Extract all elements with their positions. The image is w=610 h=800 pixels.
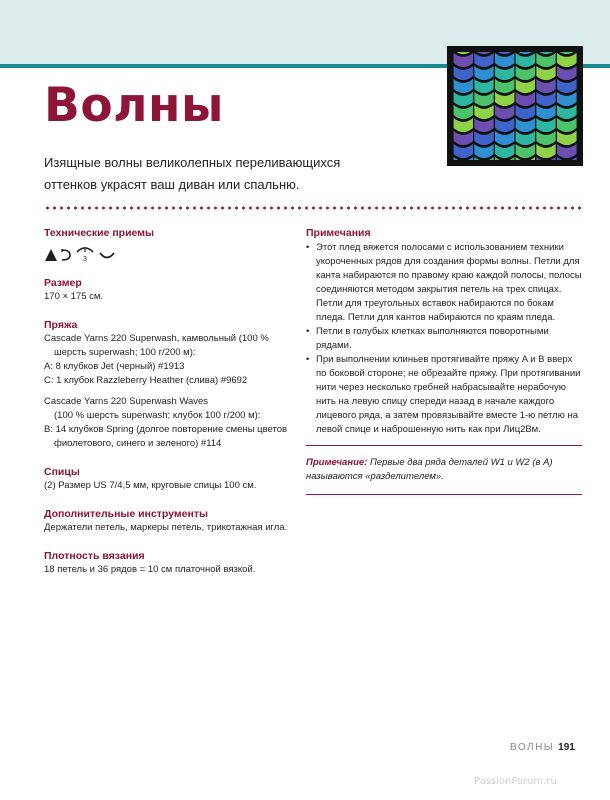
triangle-icon bbox=[44, 248, 58, 262]
yarn-block1-a: A: 8 клубков Jet (черный) #1913 bbox=[44, 361, 185, 372]
yarn-section bbox=[44, 318, 294, 451]
dotted-divider bbox=[44, 206, 582, 210]
size-heading: Размер bbox=[44, 277, 82, 289]
yarn-over-3-icon bbox=[74, 244, 96, 262]
wave-pattern-image bbox=[453, 52, 577, 160]
yarn-over-number: 3 bbox=[83, 256, 87, 262]
tools-heading: Дополнительные инструменты bbox=[44, 508, 208, 520]
gauge-heading: Плотность вязания bbox=[44, 550, 145, 562]
techniques-section bbox=[44, 226, 294, 262]
yarn-block1-c: C: 1 клубок Razzleberry Heather (слива) #9692 bbox=[44, 375, 248, 386]
footer-section-name: ВОЛНЫ bbox=[510, 742, 555, 753]
note-label: Примечание: bbox=[306, 457, 368, 468]
page-number: 191 bbox=[558, 742, 575, 753]
gauge-section bbox=[44, 549, 294, 577]
right-column bbox=[306, 226, 582, 495]
size-value: 170 × 175 см. bbox=[44, 291, 104, 302]
needles-value: (2) Размер US 7/4,5 мм, круговые спицы 100 см. bbox=[44, 480, 257, 491]
tools-section bbox=[44, 507, 294, 535]
short-row-turn-icon bbox=[60, 248, 72, 262]
yarn-block2-sub: (100 % шерсть superwash; клубок 100 г/200 м): bbox=[54, 410, 261, 421]
page-title: Волны bbox=[44, 78, 225, 133]
watermark: PassionForum.ru bbox=[474, 776, 557, 787]
yarn-block2-b: B: 14 клубков Spring (долгое повторение смены цветов фиолетового, синего и зеленого) #114 bbox=[44, 424, 288, 449]
curve-icon bbox=[98, 250, 116, 262]
techniques-icons bbox=[44, 242, 294, 262]
yarn-block1-title: Cascade Yarns 220 Superwash, камвольный (100 % шерсть superwash; 100 г/200 м): bbox=[44, 333, 269, 358]
yarn-block2-title: Cascade Yarns 220 Superwash Waves bbox=[44, 396, 209, 407]
notes-list bbox=[306, 241, 582, 437]
blanket-thumbnail bbox=[447, 46, 583, 166]
lede-paragraph: Изящные волны великолепных переливающихся оттенков украсят ваш диван или спальню. bbox=[44, 155, 341, 192]
page-footer bbox=[510, 742, 575, 753]
list-item: • При выполнении клиньев протягивайте пряжу A и B вверх по боковой стороне; не обрезайте пряжу. При протягивании нити через несколько гребней набрасывайте нерабочую нить на левую спицу спереди назад в начале каждого лицевого ряда, а затем провязывайте вместе 1-ю петлю на левой спице и наброшенную нить как при Лиц2Вм. bbox=[306, 353, 582, 437]
left-column bbox=[44, 226, 294, 591]
needles-section bbox=[44, 465, 294, 493]
yarn-heading: Пряжа bbox=[44, 319, 78, 331]
list-item: • Этот плед вяжется полосами с использованием техники укороченных рядов для создания формы волны. Петли для канта набираются по правому краю каждой полосы, полосы соединяются методом закрытия петель на трех спицах. Петли для треугольных вставок набираются по бокам пледа. Петли для кантов набираются по краям пледа. bbox=[306, 241, 582, 325]
list-item: • Петли в голубых клетках выполняются поворотными рядами. bbox=[306, 325, 582, 353]
note-box bbox=[306, 445, 582, 495]
gauge-value: 18 петель и 36 рядов = 10 см платочной вязкой. bbox=[44, 564, 256, 575]
techniques-heading: Технические приемы bbox=[44, 227, 154, 239]
note-text: Первые два ряда деталей W1 и W2 (в A) называются «разделителем». bbox=[306, 457, 553, 482]
size-section bbox=[44, 276, 294, 304]
needles-heading: Спицы bbox=[44, 466, 80, 478]
notes-heading: Примечания bbox=[306, 227, 371, 239]
tools-value: Держатели петель, маркеры петель, трикотажная игла. bbox=[44, 522, 288, 533]
